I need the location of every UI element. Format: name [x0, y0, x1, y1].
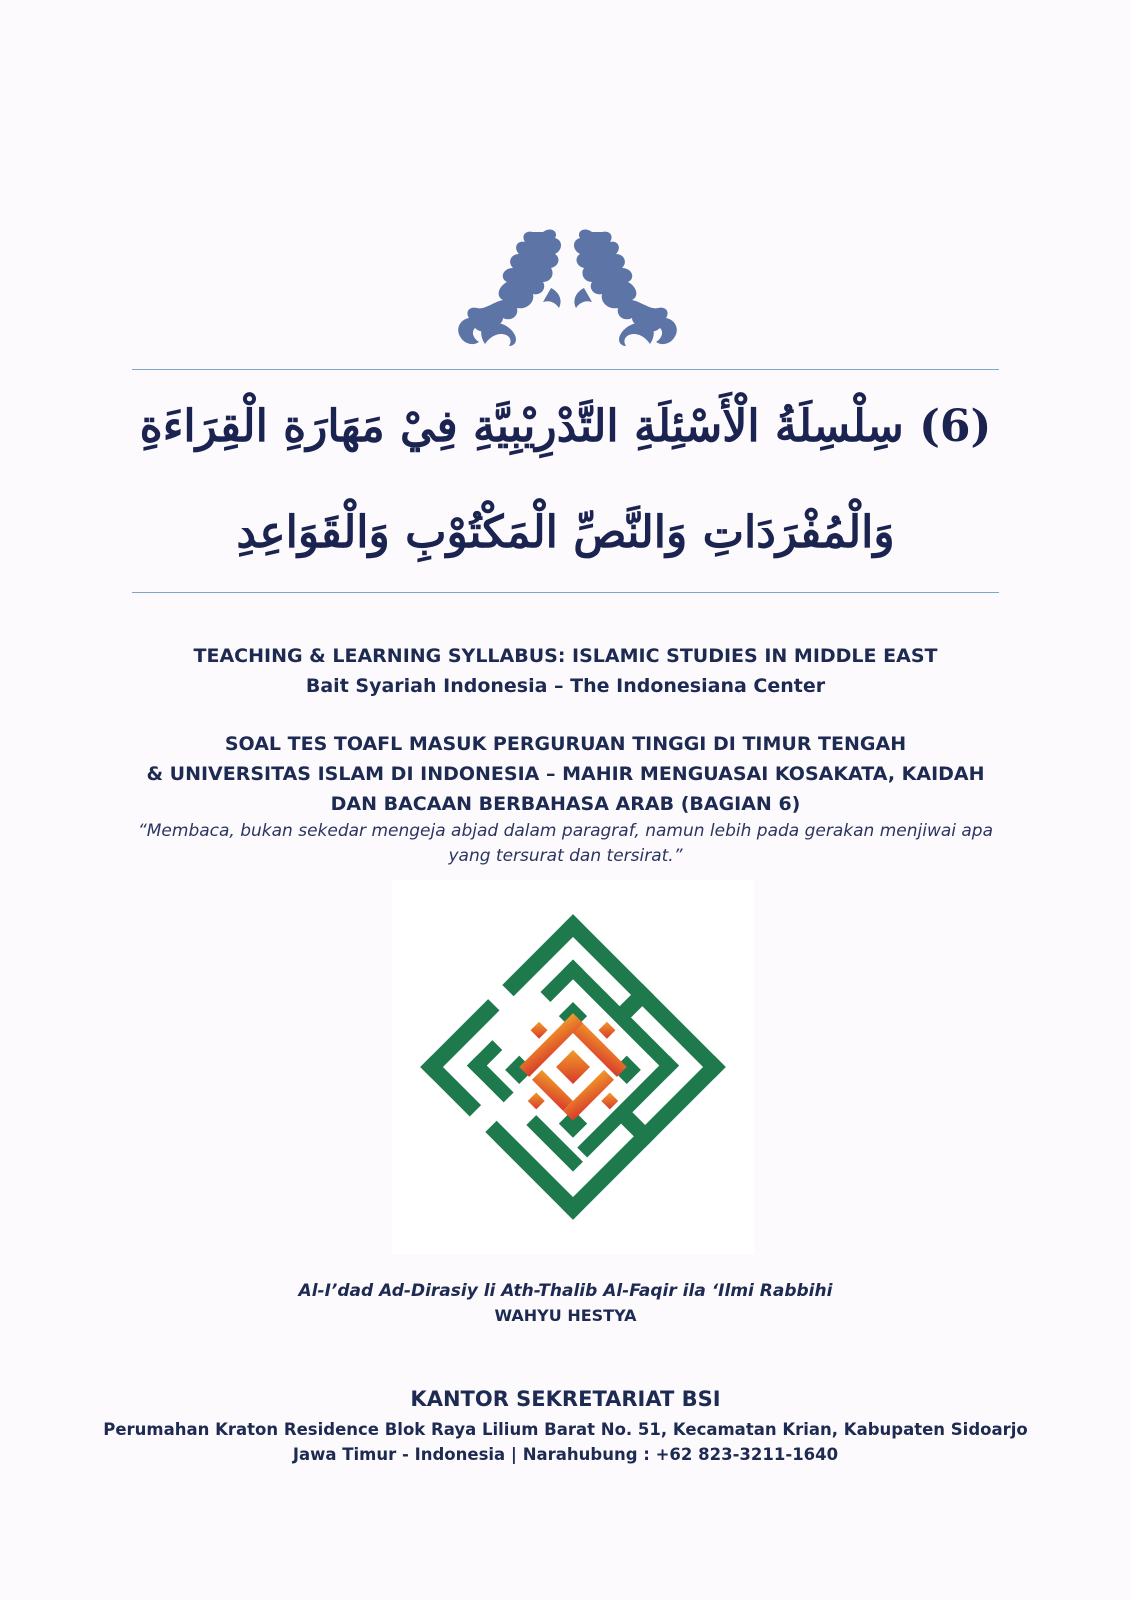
syllabus-org: Bait Syariah Indonesia – The Indonesiana Center: [305, 675, 826, 697]
office-address-line-1: Perumahan Kraton Residence Blok Raya Lilium Barat No. 51, Kecamatan Krian, Kabupaten Sidoarjo: [103, 1420, 1028, 1439]
subject-line-2: & UNIVERSITAS ISLAM DI INDONESIA – MAHIR MENGUASAI KOSAKATA, KAIDAH: [146, 763, 985, 785]
top-divider: [132, 369, 999, 370]
work-title: Al-I’dad Ad-Dirasiy li Ath-Thalib Al-Faqir ila ‘Ilmi Rabbihi: [298, 1281, 833, 1301]
quote-line-2: yang tersurat dan tersirat.”: [448, 846, 683, 866]
quote-line-1: “Membaca, bukan sekedar mengeja abjad dalam paragraf, namun lebih pada gerakan menjiwai apa: [137, 821, 994, 841]
office-address-line-2: Jawa Timur - Indonesia | Narahubung : +62 823-3211-1640: [292, 1445, 839, 1464]
subject-line-3: DAN BACAAN BERBAHASA ARAB (BAGIAN 6): [330, 793, 801, 815]
bottom-divider: [132, 592, 999, 593]
subject-line-1: SOAL TES TOAFL MASUK PERGURUAN TINGGI DI TIMUR TENGAH: [224, 733, 907, 755]
floral-ornament-icon: [455, 228, 680, 348]
kufic-calligraphy-logo-icon: [392, 880, 754, 1254]
arabic-title-line-2: وَالْمُفْرَدَاتِ وَالنَّصِّ الْمَكْتُوْبِ وَالْقَوَاعِدِ: [236, 507, 895, 558]
syllabus-title: TEACHING & LEARNING SYLLABUS: ISLAMIC STUDIES IN MIDDLE EAST: [193, 645, 938, 667]
logo-card: [392, 880, 754, 1254]
arabic-title-line-1: (6) سِلْسِلَةُ الْأَسْئِلَةِ التَّدْرِيْبِيَّةِ فِيْ مَهَارَةِ الْقِرَاءَةِ: [139, 401, 992, 452]
author-name: WAHYU HESTYA: [494, 1306, 637, 1325]
office-title: KANTOR SEKRETARIAT BSI: [410, 1387, 721, 1411]
